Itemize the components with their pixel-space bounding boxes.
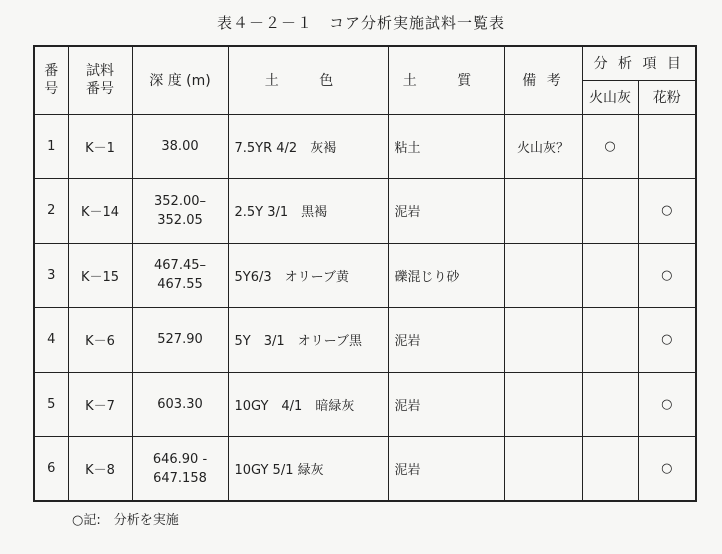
row-sample: K－1 (68, 114, 132, 179)
row-pollen-mark (638, 114, 696, 179)
row-soil-quality: 礫混じり砂 (388, 243, 504, 308)
row-remarks: 火山灰？ (504, 114, 582, 179)
row-soil-color: 5Y6/3 オリーブ黄 (228, 243, 388, 308)
row-volcanic-ash-mark (582, 243, 638, 308)
row-number: 3 (34, 243, 68, 308)
header-quality: 土 質 (388, 46, 504, 114)
header-depth: 深 度 (m) (132, 46, 228, 114)
row-sample: K－15 (68, 243, 132, 308)
row-volcanic-ash-mark: ○ (582, 114, 638, 179)
row-sample: K－14 (68, 179, 132, 244)
table-row (34, 372, 696, 437)
row-pollen-mark: ○ (638, 308, 696, 373)
row-remarks (504, 372, 582, 437)
row-number: 1 (34, 114, 68, 179)
table-row (34, 243, 696, 308)
row-remarks (504, 179, 582, 244)
row-number: 4 (34, 308, 68, 373)
row-soil-color: 10GY 4/1 暗緑灰 (228, 372, 388, 437)
row-depth: 467.45– 467.55 (132, 243, 228, 308)
row-soil-color: 10GY 5/1 緑灰 (228, 437, 388, 502)
header-color: 土 色 (228, 46, 388, 114)
header-remarks: 備 考 (504, 46, 582, 114)
row-number: 6 (34, 437, 68, 502)
header-number (34, 46, 68, 114)
row-soil-color: 2.5Y 3/1 黒褐 (228, 179, 388, 244)
table-row (34, 437, 696, 502)
table-row (34, 114, 696, 179)
row-soil-quality: 泥岩 (388, 372, 504, 437)
row-volcanic-ash-mark (582, 308, 638, 373)
table-row (34, 179, 696, 244)
row-depth: 646.90 - 647.158 (132, 437, 228, 502)
row-soil-color: 7.5YR 4/2 灰褐 (228, 114, 388, 179)
row-number: 2 (34, 179, 68, 244)
row-number: 5 (34, 372, 68, 437)
row-volcanic-ash-mark (582, 179, 638, 244)
header-sample-number-label: 試料番号 (86, 63, 114, 98)
row-soil-quality: 泥岩 (388, 308, 504, 373)
row-soil-color: 5Y 3/1 オリーブ黒 (228, 308, 388, 373)
header-pollen: 花粉 (638, 80, 696, 114)
header-volcanic-ash: 火山灰 (582, 80, 638, 114)
row-volcanic-ash-mark (582, 372, 638, 437)
row-remarks (504, 308, 582, 373)
row-remarks (504, 437, 582, 502)
header-analysis-items: 分 析 項 目 (582, 46, 696, 80)
header-number-label: 番号 (44, 63, 59, 98)
footnote: ○記: 分析を実施 (72, 513, 179, 528)
row-sample: K－7 (68, 372, 132, 437)
table-row (34, 308, 696, 373)
header-sample-number (68, 46, 132, 114)
row-pollen-mark: ○ (638, 372, 696, 437)
row-depth: 38.00 (132, 114, 228, 179)
row-remarks (504, 243, 582, 308)
table-title: 表４－２－１ コア分析実施試料一覧表 (216, 14, 505, 32)
core-sample-table (33, 45, 697, 502)
row-soil-quality: 粘土 (388, 114, 504, 179)
row-depth: 527.90 (132, 308, 228, 373)
row-depth: 603.30 (132, 372, 228, 437)
row-pollen-mark: ○ (638, 243, 696, 308)
row-pollen-mark: ○ (638, 437, 696, 502)
row-soil-quality: 泥岩 (388, 179, 504, 244)
row-volcanic-ash-mark (582, 437, 638, 502)
row-sample: K－8 (68, 437, 132, 502)
row-depth: 352.00– 352.05 (132, 179, 228, 244)
row-pollen-mark: ○ (638, 179, 696, 244)
row-soil-quality: 泥岩 (388, 437, 504, 502)
row-sample: K－6 (68, 308, 132, 373)
